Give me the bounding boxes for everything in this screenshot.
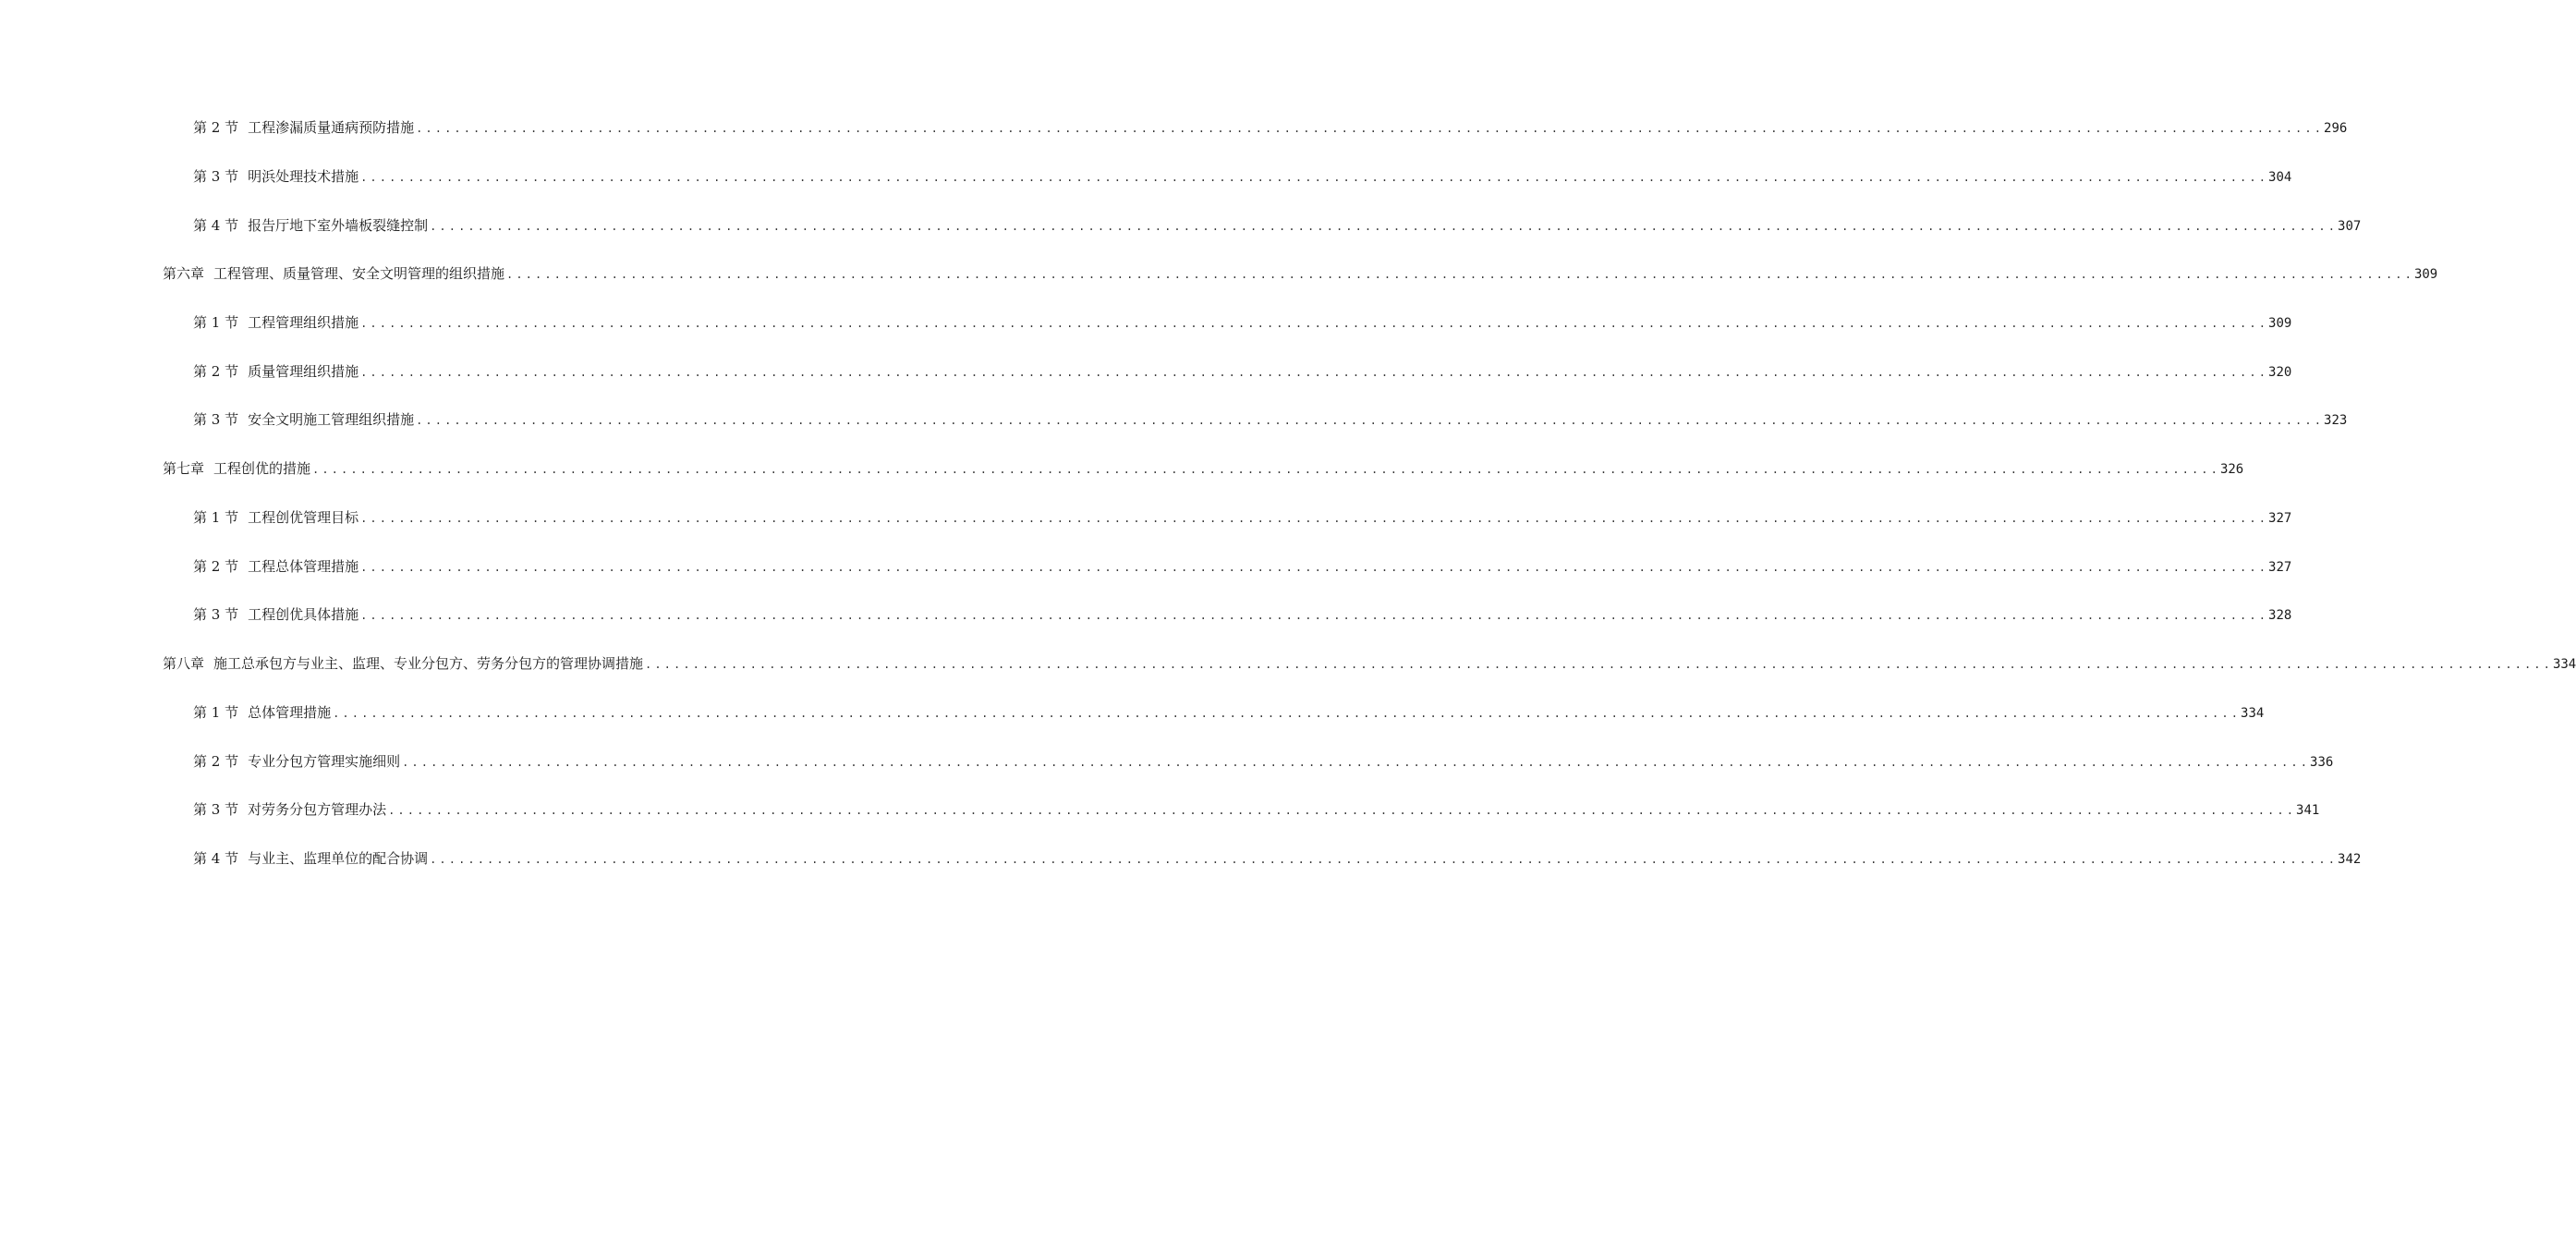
entry-title: 与业主、监理单位的配合协调 [248,850,429,867]
entry-page-number: 341 [2296,803,2320,818]
dot-leader: ........................................................................................................................................................................................................ [360,366,2269,379]
entry-page-number: 334 [2241,706,2265,721]
toc-entry-section[interactable] [193,117,2348,138]
dot-leader: ........................................................................................................................................................................................................ [402,756,2311,769]
entry-page-number: 336 [2310,755,2334,770]
toc-entry-chapter[interactable] [163,458,2244,479]
dot-leader: ........................................................................................................................................................................................................ [430,220,2339,233]
toc-entry-section[interactable] [193,312,2292,333]
dot-leader: ........................................................................................................................................................................................................ [360,609,2269,622]
toc-entry-section[interactable] [193,215,2362,236]
entry-number: 第 2 节 [193,753,239,770]
toc-entry-chapter[interactable] [163,653,2576,674]
entry-page-number: 326 [2219,462,2244,477]
entry-number: 第 3 节 [193,168,239,185]
dot-leader: ........................................................................................................................................................................................................ [360,561,2269,574]
entry-page-number: 327 [2268,511,2292,526]
dot-leader: ........................................................................................................................................................................................................ [360,171,2269,184]
entry-title: 安全文明施工管理组织措施 [248,411,415,428]
entry-page-number: 320 [2268,365,2292,380]
entry-title: 工程总体管理措施 [248,558,359,575]
entry-number: 第 4 节 [193,217,239,234]
entry-number: 第 1 节 [193,509,239,526]
entry-number: 第七章 [163,460,205,477]
entry-page-number: 323 [2324,413,2348,428]
dot-leader: ........................................................................................................................................................................................................ [430,853,2339,866]
dot-leader: ........................................................................................................................................................................................................ [506,268,2414,281]
entry-number: 第 3 节 [193,801,239,818]
entry-title: 工程渗漏质量通病预防措施 [248,119,415,136]
toc-entry-section[interactable] [193,848,2362,869]
entry-page-number: 309 [2413,267,2438,282]
entry-page-number: 307 [2338,219,2362,234]
toc-entry-section[interactable] [193,166,2292,187]
dot-leader: ........................................................................................................................................................................................................ [360,512,2269,525]
entry-title: 工程管理组织措施 [248,314,359,331]
entry-title: 对劳务分包方管理办法 [248,801,387,818]
entry-number: 第 3 节 [193,606,239,623]
entry-number: 第八章 [163,655,205,672]
entry-title: 施工总承包方与业主、监理、专业分包方、劳务分包方的管理协调措施 [213,655,644,672]
entry-number: 第六章 [163,265,205,282]
toc-entry-section[interactable] [193,507,2292,528]
entry-number: 第 2 节 [193,363,239,380]
dot-leader: ........................................................................................................................................................................................................ [416,414,2325,427]
entry-page-number: 334 [2552,657,2576,672]
toc-entry-section[interactable] [193,751,2334,772]
entry-page-number: 328 [2268,608,2292,623]
entry-title: 工程管理、质量管理、安全文明管理的组织措施 [213,265,505,282]
toc-entry-section[interactable] [193,409,2348,430]
entry-page-number: 342 [2338,852,2362,867]
entry-title: 工程创优具体措施 [248,606,359,623]
toc-entry-section[interactable] [193,556,2292,577]
entry-number: 第 3 节 [193,411,239,428]
toc-entry-chapter[interactable] [163,263,2438,284]
entry-number: 第 2 节 [193,558,239,575]
entry-number: 第 1 节 [193,704,239,721]
dot-leader: ........................................................................................................................................................................................................ [360,317,2269,330]
toc-entry-section[interactable] [193,799,2320,820]
dot-leader: ........................................................................................................................................................................................................ [645,658,2553,671]
entry-title: 质量管理组织措施 [248,363,359,380]
dot-leader: ........................................................................................................................................................................................................ [333,707,2242,720]
dot-leader: ........................................................................................................................................................................................................ [388,804,2297,817]
entry-title: 专业分包方管理实施细则 [248,753,401,770]
entry-title: 总体管理措施 [248,704,332,721]
entry-title: 工程创优管理目标 [248,509,359,526]
entry-number: 第 2 节 [193,119,239,136]
entry-title: 报告厅地下室外墙板裂缝控制 [248,217,429,234]
entry-title: 明浜处理技术措施 [248,168,359,185]
toc-entry-section[interactable] [193,702,2265,723]
toc-entry-section[interactable] [193,361,2292,382]
entry-page-number: 296 [2324,121,2348,136]
entry-title: 工程创优的措施 [213,460,311,477]
entry-page-number: 304 [2268,170,2292,185]
entry-page-number: 309 [2268,316,2292,331]
entry-number: 第 1 节 [193,314,239,331]
entry-page-number: 327 [2268,560,2292,575]
dot-leader: ........................................................................................................................................................................................................ [312,463,2220,476]
dot-leader: ........................................................................................................................................................................................................ [416,122,2325,135]
entry-number: 第 4 节 [193,850,239,867]
toc-entry-section[interactable] [193,604,2292,625]
